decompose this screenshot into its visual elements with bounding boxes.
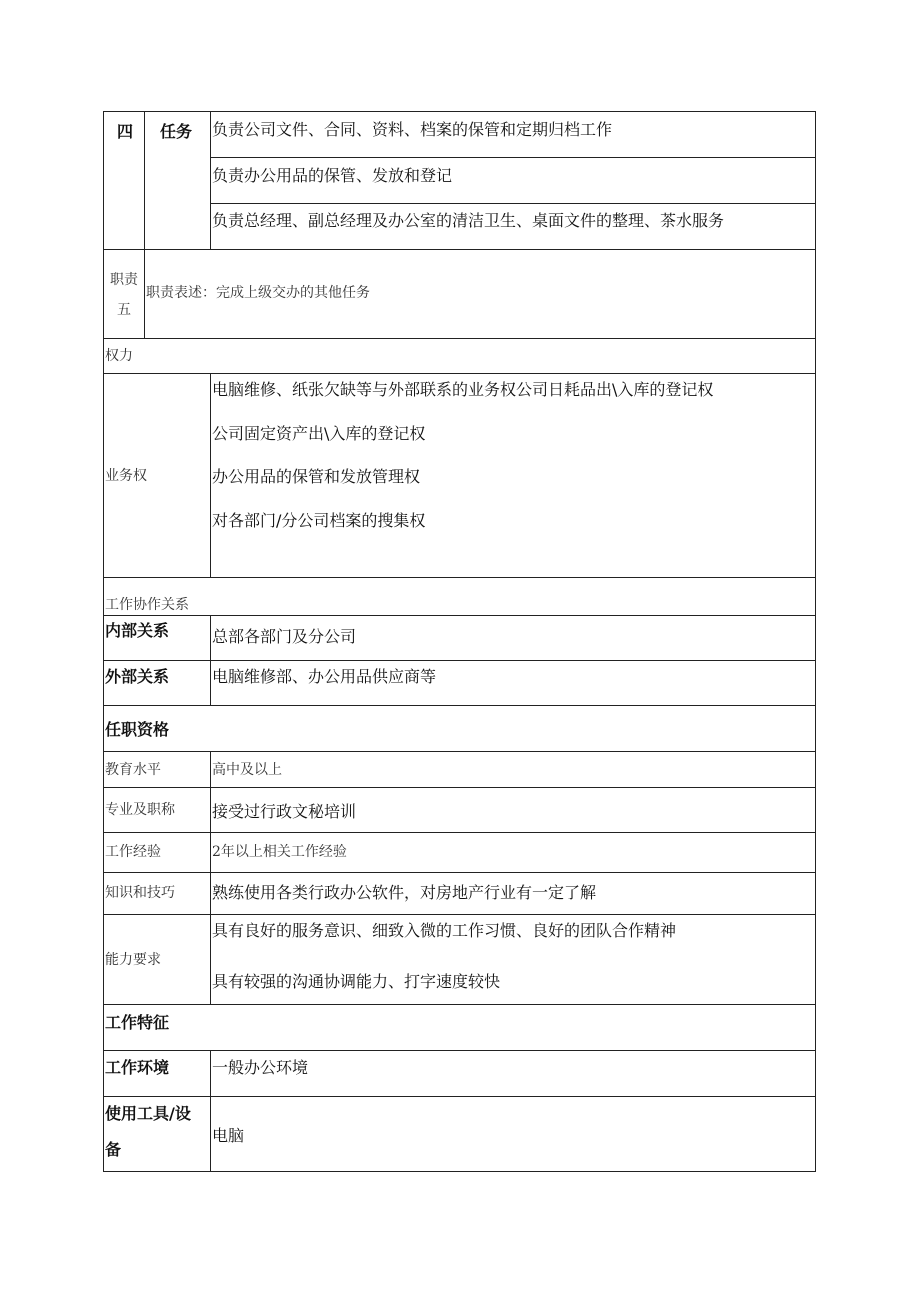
- work-environment-label: 工作环境: [105, 1058, 170, 1077]
- tools-row: [103, 1097, 816, 1172]
- internal-relations-row: [103, 616, 816, 661]
- knowledge-value: 熟练使用各类行政办公软件，对房地产行业有一定了解: [212, 883, 597, 902]
- major-label: 专业及职称: [105, 802, 175, 818]
- business-authority-item-1: 电脑维修、纸张欠缺等与外部联系的业务权公司日耗品出\入库的登记权: [212, 380, 714, 399]
- work-features-heading: 工作特征: [105, 1013, 170, 1032]
- duty-5-label-line1: 职责: [110, 272, 138, 288]
- ability-label: 能力要求: [105, 952, 161, 968]
- work-environment-row: [103, 1051, 816, 1097]
- major-row: [103, 788, 816, 833]
- duty-5-description: 职责表述：完成上级交办的其他任务: [146, 285, 370, 301]
- education-label: 教育水平: [105, 762, 161, 778]
- external-relations-row: [103, 661, 816, 706]
- qualifications-heading-row: [103, 706, 816, 752]
- business-authority-item-4: 对各部门/分公司档案的搜集权: [212, 511, 426, 530]
- duty-4-number: 四: [117, 122, 134, 141]
- relations-heading: 工作协作关系: [105, 597, 189, 613]
- duty-4-task-1: 负责公司文件、合同、资料、档案的保管和定期归档工作: [212, 120, 613, 139]
- experience-value: 2年以上相关工作经验: [212, 844, 347, 860]
- business-authority-row: [103, 374, 816, 578]
- education-row: [103, 752, 816, 788]
- tools-label-line1: 使用工具/设: [105, 1104, 191, 1123]
- knowledge-row: [103, 873, 816, 915]
- duty-4-task-3: 负责总经理、副总经理及办公室的清洁卫生、桌面文件的整理、茶水服务: [212, 211, 725, 230]
- duty-4-task-2: 负责办公用品的保管、发放和登记: [212, 166, 453, 185]
- knowledge-label: 知识和技巧: [105, 885, 175, 901]
- duty-4-label: 任务: [160, 122, 193, 141]
- major-value: 接受过行政文秘培训: [212, 802, 357, 821]
- business-authority-item-3: 办公用品的保管和发放管理权: [212, 467, 421, 486]
- qualifications-heading: 任职资格: [105, 720, 170, 739]
- education-value: 高中及以上: [212, 762, 282, 778]
- ability-value-1: 具有良好的服务意识、细致入微的工作习惯、良好的团队合作精神: [212, 921, 677, 940]
- business-authority-item-2: 公司固定资产出\入库的登记权: [212, 424, 426, 443]
- work-features-heading-row: [103, 1005, 816, 1051]
- duty-4-row: [103, 111, 816, 250]
- tools-label-line2: 备: [105, 1140, 122, 1159]
- tools-value: 电脑: [212, 1126, 245, 1145]
- experience-label: 工作经验: [105, 844, 161, 860]
- authority-heading: 权力: [105, 348, 133, 364]
- relations-heading-row: [103, 578, 816, 616]
- business-authority-label: 业务权: [105, 468, 147, 484]
- external-relations-value: 电脑维修部、办公用品供应商等: [212, 667, 437, 686]
- internal-relations-label: 内部关系: [105, 621, 170, 640]
- ability-row: [103, 915, 816, 1005]
- external-relations-label: 外部关系: [105, 667, 170, 686]
- work-environment-value: 一般办公环境: [212, 1058, 309, 1077]
- duty-5-label-line2: 五: [117, 302, 131, 318]
- duty-5-row: [103, 250, 816, 339]
- experience-row: [103, 833, 816, 873]
- ability-value-2: 具有较强的沟通协调能力、打字速度较快: [212, 972, 501, 991]
- authority-heading-row: [103, 339, 816, 374]
- internal-relations-value: 总部各部门及分公司: [212, 627, 357, 646]
